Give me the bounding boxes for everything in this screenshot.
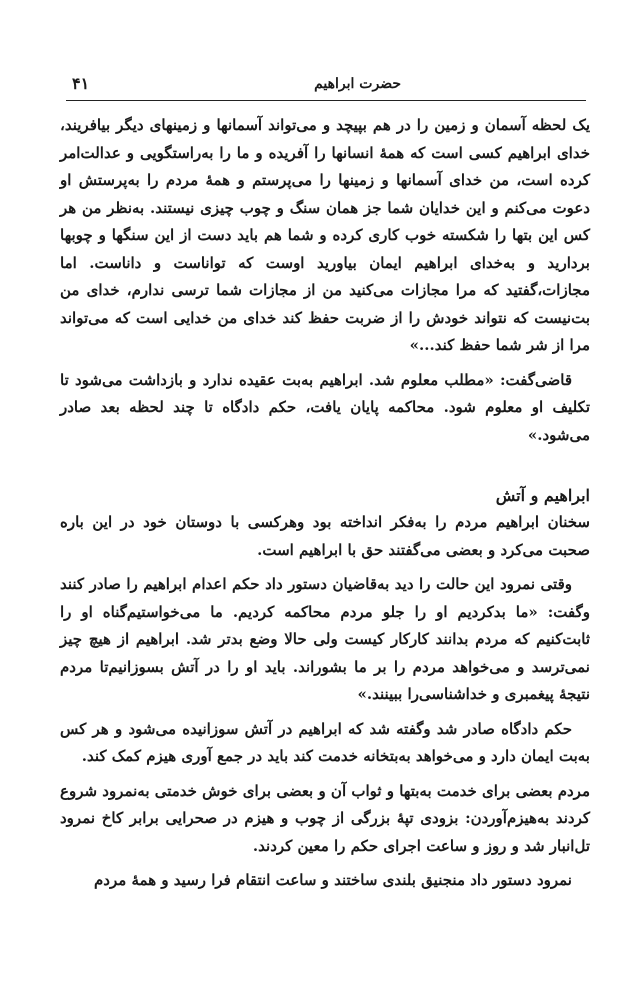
- paragraph-6: مردم بعضی برای خدمت به‌بتها و ثواب آن و بعضی برای خوش خدمتی به‌نمرود شروع کردند به‌هیزم‌آوردن: بزودی تپهٔ بزرگی از چوب و هیزم در صحرایی برابر کاخ نمرود تل‌انبار شد و روز و ساعت اجرای حکم را معین کردند.: [60, 781, 590, 855]
- paragraph-5: حکم دادگاه صادر شد وگفته شد که ابراهیم در آتش سوزانیده می‌شود و هر کس به‌بت ایمان دارد و می‌خواهد به‌بتخانه خدمت کند باید در جمع آوری هیزم کمک کند.: [60, 719, 590, 765]
- running-title: حضرت ابراهیم: [314, 76, 401, 92]
- paragraph-2: قاضی‌گفت: «مطلب معلوم شد. ابراهیم به‌بت عقیده ندارد و بازداشت می‌شود تا تکلیف او معلوم شود. محاکمه پایان یافت، حکم دادگاه تا چند لحظه بعد صادر می‌شود.»: [60, 370, 590, 444]
- page-number: ۴۱: [72, 74, 90, 93]
- section-heading: ابراهیم و آتش: [495, 486, 590, 505]
- paragraph-3: سخنان ابراهیم مردم را به‌فکر انداخته بود وهرکسی با دوستان خود در این باره صحبت می‌کرد و بعضی می‌گفتند حق با ابراهیم است.: [60, 513, 590, 559]
- page-body: [60, 112, 590, 895]
- page-header: [66, 70, 586, 101]
- paragraph-4: وقتی نمرود این حالت را دید به‌قاضیان دستور داد حکم اعدام ابراهیم را صادر کنند وگفت: «ما بدکردیم او را جلو مردم محاکمه کردیم. ما می‌خواستیم‌گناه او را ثابت‌کنیم که مردم بدانند کارکار کیست ولی حالا وضع بدتر شد. ابراهیم از هیچ چیز نمی‌ترسد و می‌خواهد مردم را بر ما بشوراند. باید او را در آتش بسوزانیم‌تا مردم نتیجهٔ پیغمبری و خداشناسی‌را ببینند.»: [60, 575, 590, 703]
- paragraph-7: نمرود دستور داد منجنیق بلندی ساختند و ساعت انتقام فرا رسید و همهٔ مردم: [93, 871, 572, 889]
- paragraph-1: یک لحظه آسمان و زمین را در هم بپیچد و می‌تواند آسمانها و زمینهای دیگر بیافریند، خدای ابراهیم کسی است که همهٔ انسانها را آفریده و ما را به‌راستگویی و عدالت‌امر کرده است، من خدای آسمانها و زمینها را می‌پرستم و همهٔ مردم را به‌پرستش او دعوت می‌کنم و این خدایان شما جز همان سنگ و چوب چیزی نیستند. به‌نظر من هر کس این بتها را شکسته خوب کاری کرده و شما هم باید دست از این سنگها و چوبها بردارید و به‌خدای ابراهیم ایمان بیاورید اوست که تواناست و داناست. اما مجازات،گفتید که مرا مجازات می‌کنید من از مجازات شما ترسی ندارم، خدای من بت‌نیست که نتواند خودش را از ضربت حفظ کند خدای من خدایی است که می‌تواند مرا از شر شما حفظ کند...»: [60, 116, 590, 354]
